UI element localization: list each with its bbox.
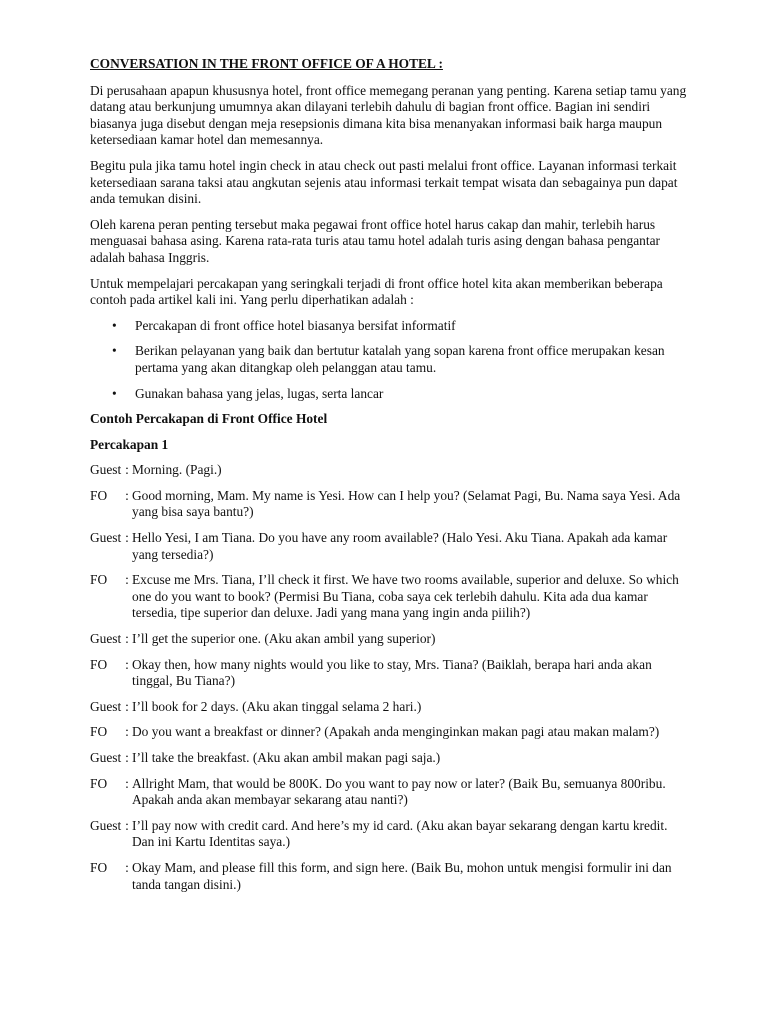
conversation-heading: Percakapan 1: [90, 436, 169, 452]
intro-paragraph-3: Oleh karena peran penting tersebut maka pegawai front office hotel harus cakap dan mahir, terlebih harus menguasai bahasa asing. Karena rata-rata turis atau tamu hotel adalah turis asing dengan bahasa pengantar adalah bahasa Inggris.: [90, 216, 660, 265]
separator: :: [125, 572, 129, 588]
document-title: CONVERSATION IN THE FRONT OFFICE OF A HOTEL :: [90, 56, 443, 71]
list-item: [90, 343, 690, 376]
intro-paragraph-4: Untuk mempelajari percakapan yang seringkali terjadi di front office hotel kita akan memberikan beberapa contoh pada artikel kali ini. Yang perlu diperhatikan adalah :: [90, 275, 663, 308]
speaker-label: FO: [90, 572, 108, 588]
speaker-label: FO: [90, 775, 108, 791]
speaker-label: Guest: [90, 750, 122, 765]
speech-text: Allright Mam, that would be 800K. Do you want to pay now or later? (Baik Bu, semuanya 800ribu. Apakah anda akan membayar sekarang atau nanti?): [132, 775, 666, 808]
speaker-label: Guest: [90, 817, 122, 833]
separator: :: [125, 462, 129, 478]
dialogue-line: [90, 776, 690, 809]
separator: :: [125, 487, 129, 503]
separator: :: [125, 530, 129, 546]
bullet-icon: •: [112, 385, 117, 401]
speaker-label: FO: [90, 487, 108, 503]
tips-list: [90, 318, 690, 402]
speech-text: Hello Yesi, I am Tiana. Do you have any room available? (Halo Yesi. Aku Tiana. Apakah ada kamar yang tersedia?): [132, 530, 668, 562]
speech-text: I’ll take the breakfast. (Aku akan ambil makan pagi saja.): [132, 750, 441, 765]
speech-text: I’ll get the superior one. (Aku akan ambil yang superior): [132, 631, 436, 647]
dialogue-line: [90, 462, 690, 479]
dialogue-line: [90, 631, 690, 648]
dialogue-line: [90, 572, 690, 622]
speech-text: Okay then, how many nights would you like to stay, Mrs. Tiana? (Baiklah, berapa hari anda akan tinggal, Bu Tiana?): [132, 656, 652, 689]
speech-text: I’ll book for 2 days. (Aku akan tinggal selama 2 hari.): [132, 698, 422, 714]
bullet-icon: •: [112, 343, 117, 359]
dialogue-line: [90, 750, 690, 767]
section-heading: Contoh Percakapan di Front Office Hotel: [90, 411, 328, 427]
speaker-label: Guest: [90, 698, 122, 714]
speaker-label: FO: [90, 656, 108, 672]
speech-text: Excuse me Mrs. Tiana, I’ll check it first. We have two rooms available, superior and deluxe. So which one do you want to book? (Permisi Bu Tiana, coba saya cek terlebih dahulu. Kita ada dua kamar tersedia, tipe superior dan deluxe. Jadi yang mana yang ingin anda piilih?): [132, 572, 679, 621]
list-item: [90, 386, 690, 403]
dialogue-line: [90, 488, 690, 521]
speech-text: I’ll pay now with credit card. And here’s my id card. (Aku akan bayar sekarang dengan kartu kredit. Dan ini Kartu Identitas saya.): [132, 817, 668, 850]
speaker-label: FO: [90, 859, 108, 875]
dialogue-line: [90, 818, 690, 851]
speech-text: Okay Mam, and please fill this form, and sign here. (Baik Bu, mohon untuk mengisi formulir ini dan tanda tangan disini.): [132, 859, 672, 892]
list-item-text: Berikan pelayanan yang baik dan bertutur katalah yang sopan karena front office merupakan kesan pertama yang akan ditangkap oleh pelanggan atau tamu.: [135, 343, 665, 375]
list-item-text: Gunakan bahasa yang jelas, lugas, serta lancar: [135, 385, 384, 401]
speech-text: Do you want a breakfast or dinner? (Apakah anda menginginkan makan pagi atau makan malam?): [132, 724, 660, 740]
bullet-icon: •: [112, 317, 117, 333]
speaker-label: FO: [90, 724, 108, 740]
list-item-text: Percakapan di front office hotel biasanya bersifat informatif: [135, 317, 456, 333]
separator: :: [125, 656, 129, 672]
intro-paragraph-1: Di perusahaan apapun khususnya hotel, front office memegang peranan yang penting. Karena setiap tamu yang datang atau berkunjung umumnya akan dilayani terlebih dahulu di bagian front office. Bagian ini sendiri biasanya juga disebut dengan meja resepsionis dimana kita bisa menanyakan informasi baik harga maupun ketersediaan kamar hotel dan memesannya.: [90, 82, 687, 148]
separator: :: [125, 750, 129, 765]
list-item: [90, 318, 690, 335]
dialogue-line: [90, 657, 690, 690]
separator: :: [125, 817, 129, 833]
dialogue-line: [90, 724, 690, 741]
speech-text: Morning. (Pagi.): [132, 462, 222, 478]
speaker-label: Guest: [90, 530, 122, 546]
separator: :: [125, 631, 129, 647]
intro-paragraph-2: Begitu pula jika tamu hotel ingin check in atau check out pasti melalui front office. Layanan informasi terkait ketersediaan sarana taksi atau angkutan sejenis atau informasi terkait tempat wisata dan sebagainya pun dapat anda temukan disini.: [90, 157, 678, 207]
separator: :: [125, 698, 129, 714]
separator: :: [125, 775, 129, 791]
speaker-label: Guest: [90, 631, 122, 647]
separator: :: [125, 859, 129, 875]
dialogue-line: [90, 860, 690, 893]
document-page: [90, 56, 690, 902]
dialogue-line: [90, 530, 690, 563]
separator: :: [125, 724, 129, 740]
speech-text: Good morning, Mam. My name is Yesi. How can I help you? (Selamat Pagi, Bu. Nama saya Yesi. Ada yang bisa saya bantu?): [132, 487, 681, 520]
dialogue-line: [90, 699, 690, 716]
speaker-label: Guest: [90, 462, 122, 478]
dialogue: [90, 462, 690, 893]
